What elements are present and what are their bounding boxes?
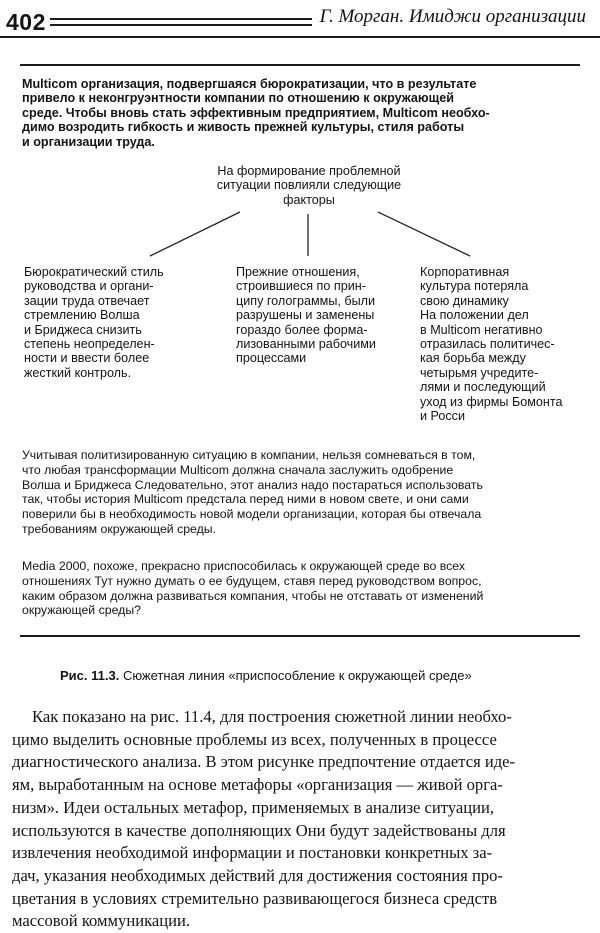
connector-right bbox=[378, 212, 470, 256]
factor-line: строившиеся по прин- bbox=[236, 279, 366, 294]
body-line: Как показано на рис. 11.4, для построения сюжетной линии необхо- bbox=[32, 707, 512, 726]
factor-line: лями и последующий bbox=[420, 380, 546, 395]
factor-line: зации труда отвечает bbox=[24, 293, 150, 308]
intro-line: димо возродить гибкость и живость прежней культуры, стиля работы bbox=[22, 120, 465, 135]
body-line: массовой коммуникации. bbox=[12, 911, 191, 931]
body-line: извлечения необходимой информации и постановки конкретных за- bbox=[12, 843, 493, 863]
factor-line: четырьмя учредите- bbox=[420, 365, 539, 380]
factor-line: Корпоративная bbox=[420, 265, 510, 279]
connector-lines bbox=[0, 0, 600, 300]
figure-bottom-rule bbox=[20, 635, 580, 637]
body-line: ям, выработанным на основе метафоры «организация — живой орга- bbox=[12, 775, 503, 795]
intro-line: привело к неконгруэнтности компании по отношению к окружающей bbox=[22, 91, 455, 106]
media-line: Media 2000, похоже, прекрасно приспособилась к окружающей среде во всех bbox=[22, 559, 465, 573]
factor-line: Прежние отношения, bbox=[236, 265, 360, 279]
factor-line: разрушены и заменены bbox=[236, 308, 375, 323]
media-line: окружающей среды? bbox=[22, 603, 142, 618]
figure-conclusion bbox=[22, 448, 582, 537]
intro-line: Multicom организация, подвергшаяся бюрократизации, что в результате bbox=[22, 77, 477, 91]
conclusion-line: Учитывая политизированную ситуацию в компании, нельзя сомневаться в том, bbox=[22, 448, 476, 462]
factor-line: степень неопределен- bbox=[24, 337, 155, 352]
factor-line: и Росси bbox=[420, 409, 466, 424]
conclusion-line: что любая трансформации Multicom должна сначала заслужить одобрение bbox=[22, 462, 454, 477]
factor-line: уход из фирмы Бомонта bbox=[420, 394, 563, 409]
figure-media-paragraph bbox=[22, 559, 582, 618]
factor-line: ципу голограммы, были bbox=[236, 293, 376, 308]
factor-line: гораздо более форма- bbox=[236, 322, 368, 337]
center-line: На формирование проблемной bbox=[217, 164, 401, 178]
factor-line: кая борьба между bbox=[420, 351, 526, 366]
media-line: отношениях Тут нужно думать о ее будущем, ставя перед руководством вопрос, bbox=[22, 573, 482, 588]
factor-line: отразилась политичес- bbox=[420, 337, 555, 352]
factor-line: культура потеряла bbox=[420, 279, 529, 294]
factor-line: ности и ввести более bbox=[24, 351, 150, 366]
factor-line: жесткий контроль. bbox=[24, 365, 132, 380]
running-title: Г. Морган. Имиджи организации bbox=[319, 6, 586, 27]
caption-text: Сюжетная линия «приспособление к окружающей среде» bbox=[122, 668, 472, 683]
factor-line: стремлению Волша bbox=[24, 308, 140, 323]
figure-caption bbox=[60, 668, 472, 683]
body-paragraph bbox=[12, 706, 592, 933]
body-line: дач, указания необходимых действий для достижения состояния про- bbox=[12, 865, 503, 885]
factor-bureaucracy bbox=[24, 265, 214, 380]
body-line: низм». Идеи остальных метафор, применяемых в анализе ситуации, bbox=[12, 797, 495, 817]
connector-left bbox=[150, 212, 240, 256]
factor-line: свою динамику bbox=[420, 293, 509, 308]
factor-line: процессами bbox=[236, 351, 307, 366]
conclusion-line: Волша и Бриджеса Следовательно, этот анализ надо постараться использовать bbox=[22, 477, 483, 492]
media-line: каким образом должна развиваться компания, чтобы не отставать от изменений bbox=[22, 588, 484, 603]
factor-line: лизованными рабочими bbox=[236, 337, 376, 352]
center-line: ситуации повлияли следующие bbox=[216, 178, 402, 193]
conclusion-line: требованиям окружающей среды. bbox=[22, 521, 217, 536]
factor-line: руководства и органи- bbox=[24, 279, 154, 294]
factor-line: На положении дел bbox=[420, 308, 529, 323]
factor-line: и Бриджеса снизить bbox=[24, 322, 142, 337]
page-number: 402 bbox=[6, 9, 46, 35]
intro-line: среде. Чтобы вновь стать эффективным предприятием, Multicom необхо- bbox=[22, 105, 490, 120]
factor-line: в Multicom негативно bbox=[420, 322, 543, 337]
body-line: диагностического анализа. В этом рисунке предпочтение отдается иде- bbox=[12, 752, 516, 772]
factor-relationships bbox=[236, 265, 406, 366]
factor-line: Бюрократический стиль bbox=[24, 265, 164, 279]
conclusion-line: поверили бы в необходимость новой модели организации, которая бы отвечала bbox=[22, 507, 482, 522]
conclusion-line: так, чтобы история Multicom предстала перед ними в новом свете, и они сами bbox=[22, 492, 469, 507]
factor-culture bbox=[420, 265, 590, 423]
body-line: цимо выделить основные проблемы из всех, полученных в процессе bbox=[12, 729, 497, 749]
intro-line: и организации труда. bbox=[22, 134, 155, 149]
body-line: используются в качестве дополняющих Они будут задействованы для bbox=[12, 820, 506, 840]
caption-label: Рис. 11.3. bbox=[60, 668, 120, 683]
body-line: цветания в условиях стремительно развивающегося бизнеса средств bbox=[12, 888, 498, 908]
center-line: факторы bbox=[283, 192, 335, 207]
